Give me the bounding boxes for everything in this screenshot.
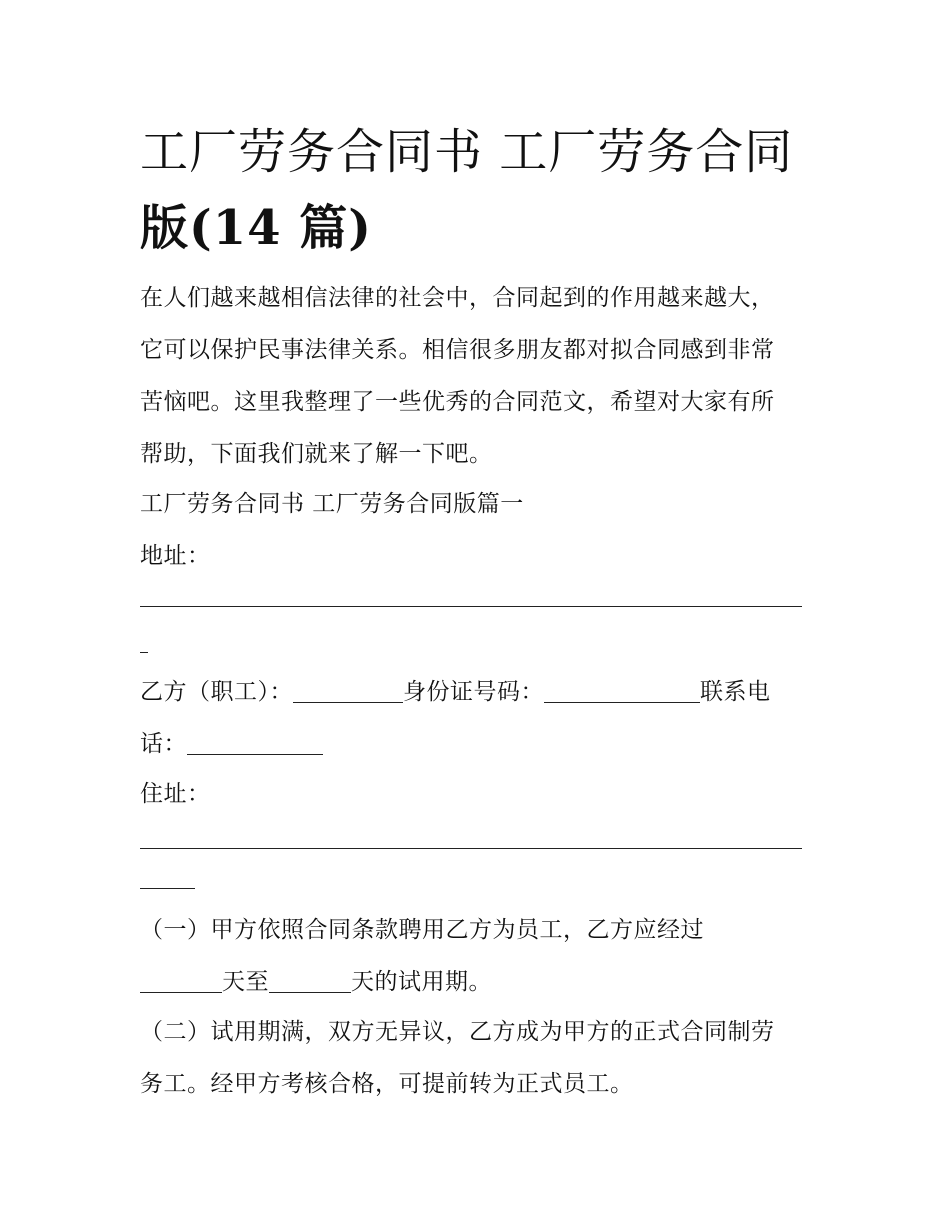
trial-end-blank [269, 968, 351, 993]
party-b-line [140, 666, 812, 718]
intro-line: 它可以保护民事法律关系。相信很多朋友都对拟合同感到非常 [140, 337, 775, 363]
clause-1-end: 天的试用期。 [351, 969, 492, 995]
residence-line [140, 768, 812, 820]
address-label: 地址： [140, 543, 211, 569]
section-heading-text: 工厂劳务合同书 工厂劳务合同版篇一 [140, 491, 524, 517]
id-number-blank [544, 678, 700, 703]
clause-2-line: （二）试用期满，双方无异议，乙方成为甲方的正式合同制劳 [140, 1019, 775, 1045]
intro-line: 在人们越来越相信法律的社会中，合同起到的作用越来越大， [140, 285, 775, 311]
address-blank-line [140, 606, 802, 607]
title-line-2: 版(14 篇) [140, 200, 372, 256]
intro-paragraph [140, 272, 812, 480]
id-number-label: 身份证号码： [403, 679, 544, 705]
party-b-info [140, 666, 812, 770]
phone-line [140, 718, 812, 770]
clause-1-mid: 天至 [222, 969, 269, 995]
residence-blank-line-tail [140, 888, 195, 889]
phone-label-part1: 联系电 [700, 679, 771, 705]
residence-blank-line [140, 848, 802, 849]
document-title [140, 114, 830, 266]
address-line [140, 530, 812, 582]
intro-line: 帮助，下面我们就来了解一下吧。 [140, 441, 493, 467]
trial-start-blank [140, 968, 222, 993]
intro-line: 苦恼吧。这里我整理了一些优秀的合同范文，希望对大家有所 [140, 389, 775, 415]
phone-label-part2: 话： [140, 731, 187, 757]
phone-blank [187, 730, 323, 755]
address-blank-line-tail [140, 652, 148, 653]
residence-label: 住址： [140, 781, 211, 807]
clause-1 [140, 904, 812, 1008]
section-heading [140, 478, 812, 530]
party-b-name-blank [293, 678, 403, 703]
party-b-label: 乙方（职工）： [140, 679, 293, 705]
title-line-1: 工厂劳务合同书 工厂劳务合同 [140, 124, 794, 180]
clause-2-line: 务工。经甲方考核合格，可提前转为正式员工。 [140, 1071, 634, 1097]
clause-1-text: （一）甲方依照合同条款聘用乙方为员工，乙方应经过 [140, 917, 704, 943]
clause-1-trial [140, 956, 812, 1008]
clause-2 [140, 1006, 812, 1110]
